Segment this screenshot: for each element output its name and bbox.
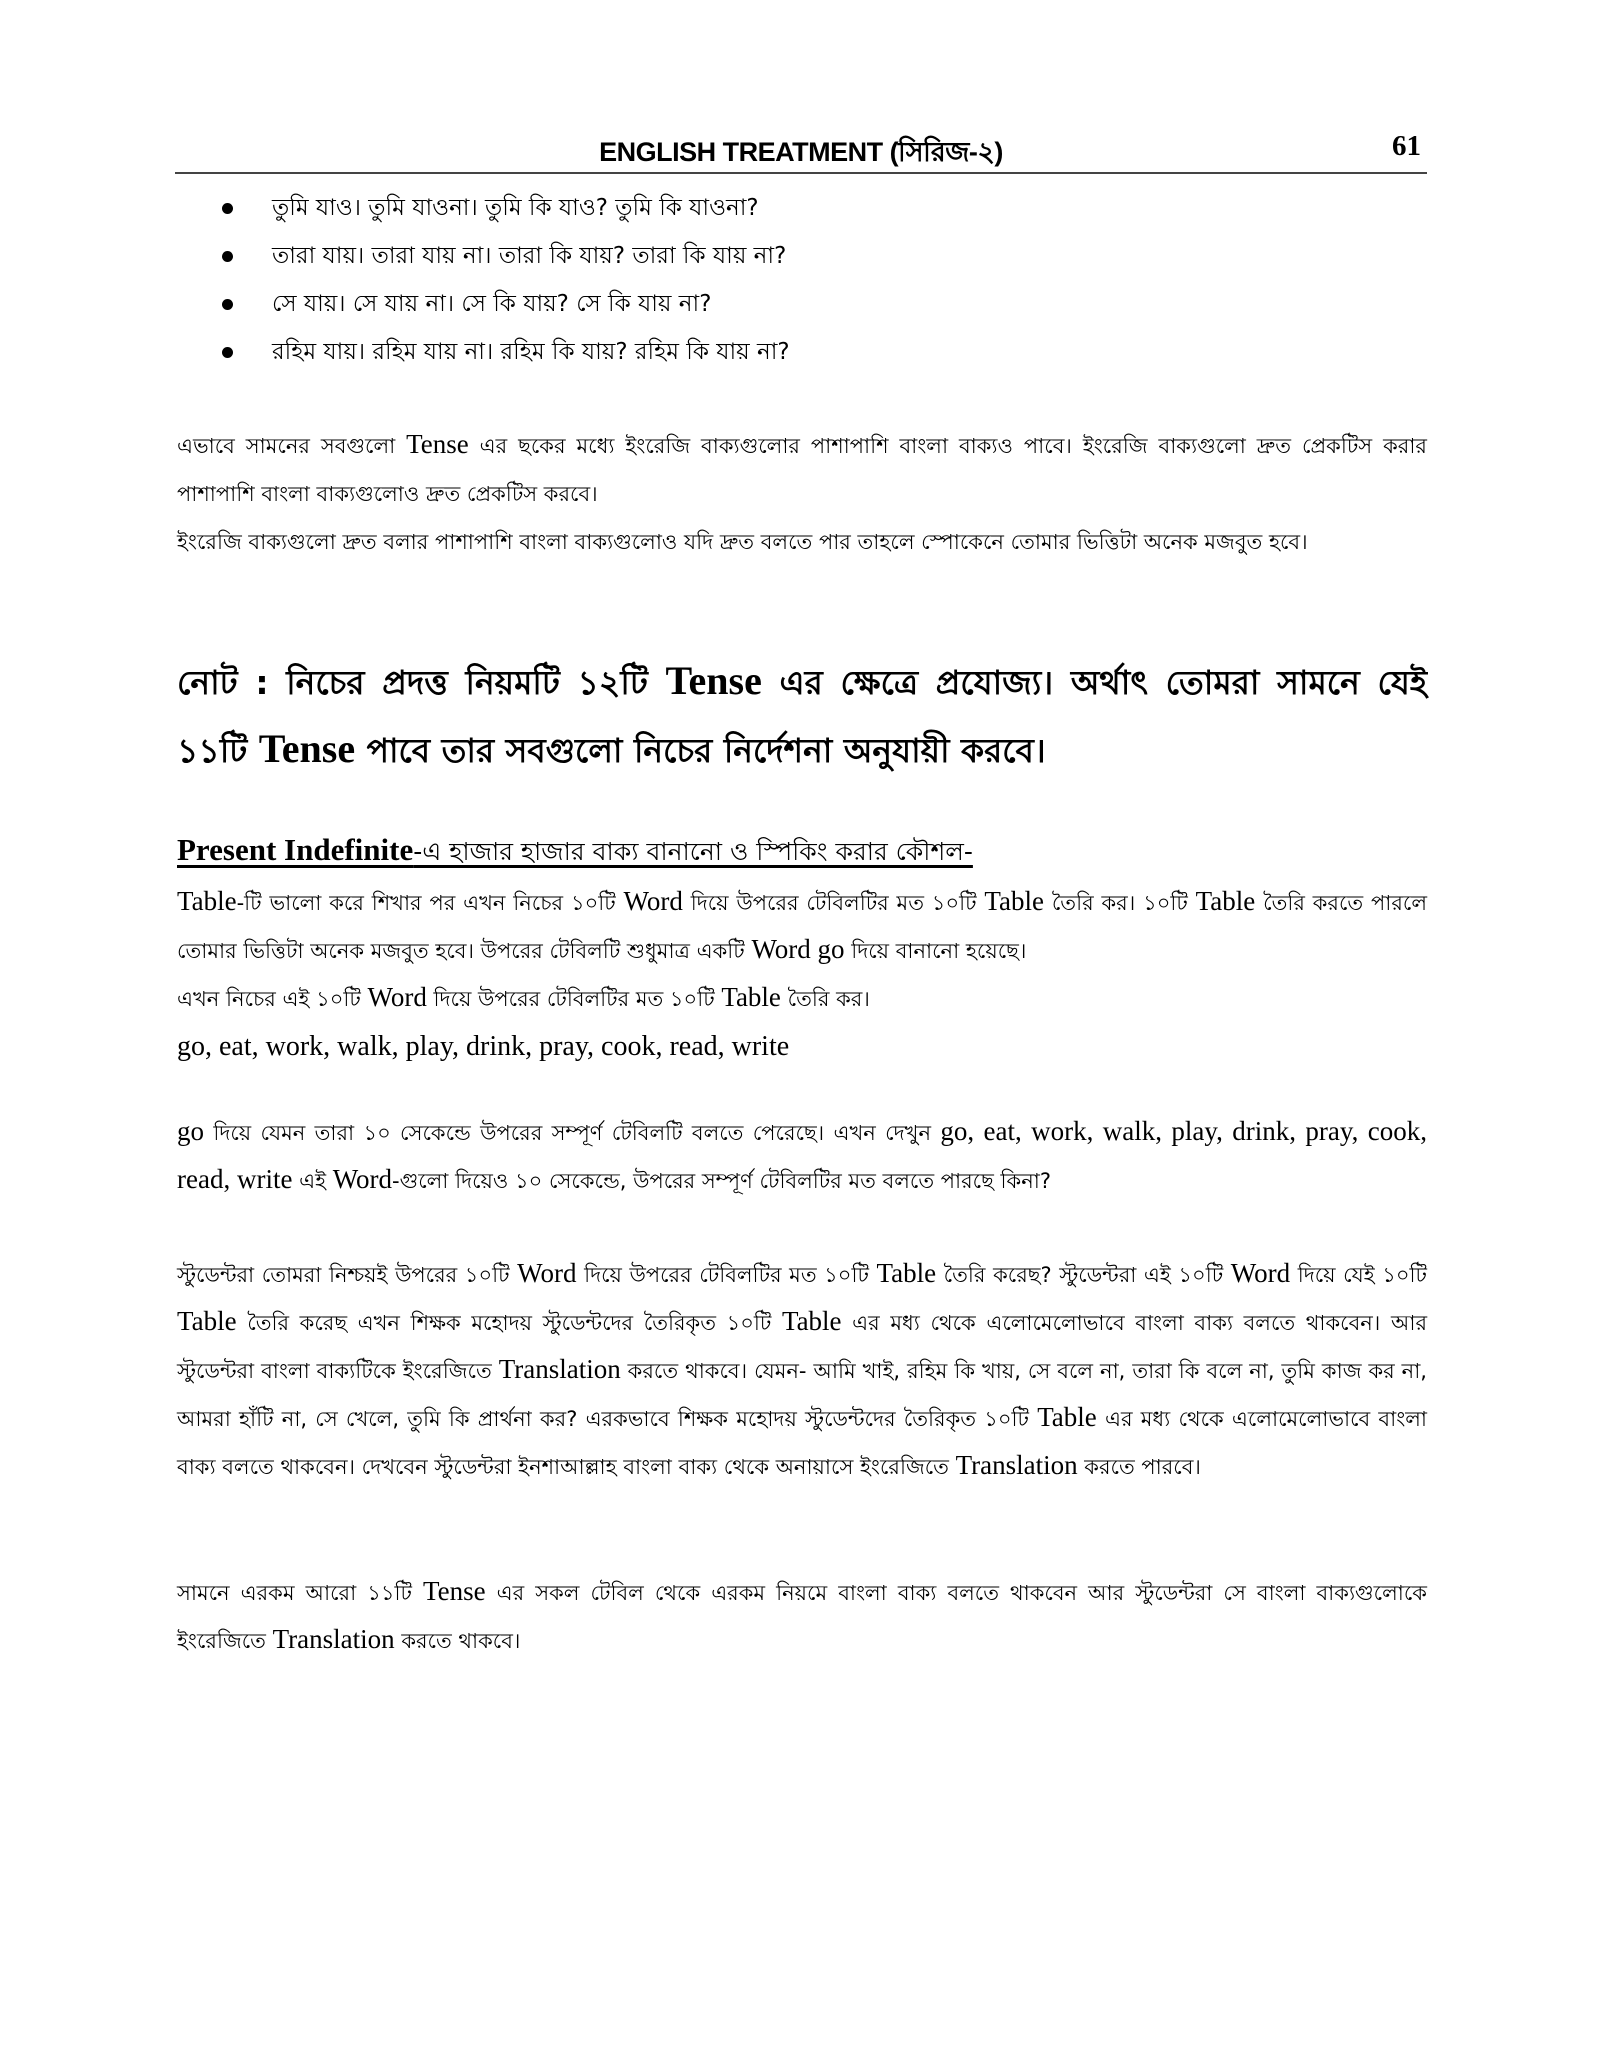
page-header (175, 128, 1427, 174)
text-run-en: Word (367, 982, 427, 1012)
text-run: এর মধ্য থেকে এলোমেলোভাবে বাংলা বাক্য বলতে থাকবেন। আর স্টুডেন্টরা বাংলা বাক্যটিকে ইংরেজিতে (177, 1311, 1427, 1383)
bullet-text: তুমি যাও। তুমি যাওনা। তুমি কি যাও? তুমি কি যাওনা? (272, 195, 759, 221)
text-run: এই (292, 1169, 333, 1193)
text-run: তৈরি কর। ১০টি (1043, 891, 1196, 915)
text-run: দিয়ে বানানো হয়েছে। (844, 939, 1027, 963)
text-run: দিয়ে যেমন তারা ১০ সেকেন্ডে উপরের সম্পূর্ণ টেবিলটি বলতে পেরেছে। এখন দেখুন (204, 1121, 941, 1145)
text-run-en: go (177, 1116, 204, 1146)
text-run: দিয়ে উপরের টেবিলটির মত ১০টি (576, 1263, 877, 1287)
text-run: করতে থাকবে। (394, 1629, 521, 1653)
intro-sentence-2: ইংরেজি বাক্যগুলো দ্রুত বলার পাশাপাশি বাংলা বাক্যগুলোও যদি দ্রুত বলতে পার তাহলে স্পোকেনে তোমার ভিত্তিটা অনেক মজবুত হবে। (177, 530, 1308, 554)
bullet-text: সে যায়। সে যায় না। সে কি যায়? সে কি যায় না? (272, 291, 712, 317)
intro-paragraph (177, 420, 1427, 566)
section-heading-en: Present Indefinite (177, 832, 414, 867)
text-run-en: Tense (423, 1576, 486, 1606)
section-heading-bn: -এ হাজার হাজার বাক্য বানানো ও স্পিকিং করার কৌশল- (413, 837, 973, 866)
text-run-en: Table (177, 1306, 237, 1336)
text-run-en: Table (1037, 1402, 1097, 1432)
text-run-en: Translation (955, 1450, 1078, 1480)
text-run: তৈরি করতে পারলে তোমার ভিত্তিটা অনেক মজবুত হবে। উপরের টেবিলটি শুধুমাত্র একটি (177, 891, 1427, 963)
example-paragraph (177, 1108, 1427, 1204)
text-run: এর মধ্য থেকে এলোমেলোভাবে বাংলা বাক্য বলতে থাকবেন। দেখবেন স্টুডেন্টরা ইনশাআল্লাহ বাংলা বাক্য থেকে অনায়াসে ইংরেজিতে (177, 1407, 1427, 1479)
text-run-en: Word (517, 1258, 577, 1288)
text-run: এর ক্ষেত্রে প্রযোজ্য। অর্থাৎ তোমরা সামনে যেই ১১টি (177, 663, 1428, 770)
text-run-en: Word (332, 1164, 393, 1194)
closing-paragraph (177, 1568, 1427, 1664)
text-run: এখন নিচের এই ১০টি (177, 987, 368, 1011)
bullet-item (222, 238, 1122, 286)
text-run-en: Table (1195, 886, 1256, 916)
text-run-en: Table (721, 982, 781, 1012)
text-run: এভাবে সামনের সবগুলো (177, 434, 407, 458)
text-run-en: Word go (751, 934, 845, 964)
note-heading (177, 648, 1427, 784)
text-run: তৈরি কর। (780, 987, 870, 1011)
text-run: করতে পারবে। (1077, 1455, 1201, 1479)
text-run-en: Tense (258, 726, 356, 771)
page-number: 61 (1392, 130, 1421, 162)
instruction-text-2 (177, 974, 1427, 1022)
bullet-text: রহিম যায়। রহিম যায় না। রহিম কি যায়? রহিম কি যায় না? (272, 339, 790, 365)
intro-sentence-1 (177, 420, 1427, 518)
bullet-text: তারা যায়। তারা যায় না। তারা কি যায়? তারা কি যায় না? (272, 243, 787, 269)
text-run-en: Table (177, 886, 237, 916)
teacher-paragraph (177, 1250, 1427, 1490)
text-run: এর সকল টেবিল থেকে এরকম নিয়মে বাংলা বাক্য বলতে থাকবেন আর স্টুডেন্টরা সে বাংলা বাক্যগুলোকে ইংরেজিতে (177, 1581, 1427, 1653)
bullet-item (222, 286, 1122, 334)
bullet-item (222, 190, 1122, 238)
bullet-icon (222, 299, 233, 310)
text-run-en: Tense (665, 658, 762, 703)
text-run: সামনে এরকম আরো ১১টি (177, 1581, 423, 1605)
bullet-icon (222, 347, 233, 358)
bullet-icon (222, 203, 233, 214)
text-run-en: Tense (406, 429, 469, 459)
text-run-en: go, eat, work, walk, play, drink, pray, cook, read, write (177, 1116, 1427, 1194)
text-run: দিয়ে যেই ১০টি (1290, 1263, 1427, 1287)
text-run-en: Word (623, 886, 683, 916)
text-run-en: Translation (498, 1354, 621, 1384)
text-run: তৈরি করেছ? স্টুডেন্টরা এই ১০টি (936, 1263, 1231, 1287)
text-run: তৈরি করেছ এখন শিক্ষক মহোদয় স্টুডেন্টদের তৈরিকৃত ১০টি (236, 1311, 782, 1335)
text-run-en: Table (984, 886, 1044, 916)
word-list: go, eat, work, walk, play, drink, pray, cook, read, write (177, 1031, 790, 1062)
bullet-item (222, 334, 1122, 382)
text-run: -গুলো দিয়েও ১০ সেকেন্ডে, উপরের সম্পূর্ণ টেবিলটির মত বলতে পারছে কিনা? (392, 1169, 1051, 1193)
text-run-en: Translation (272, 1624, 395, 1654)
text-run-en: Word (1230, 1258, 1291, 1288)
instruction-text (177, 878, 1427, 974)
text-run-en: Table (781, 1306, 842, 1336)
text-run: পাবে তার সবগুলো নিচের নির্দেশনা অনুযায়ী করবে। (355, 731, 1046, 770)
text-run: -টি ভালো করে শিখার পর এখন নিচের ১০টি (236, 891, 624, 915)
instruction-paragraph (177, 878, 1427, 1022)
example-bullet-list (222, 190, 1122, 382)
running-title: ENGLISH TREATMENT (সিরিজ-২) (599, 137, 1003, 167)
text-run-en: Table (876, 1258, 937, 1288)
text-run: দিয়ে উপরের টেবিলটির মত ১০টি (682, 891, 985, 915)
text-run: এর ছকের মধ্যে ইংরেজি বাক্যগুলোর পাশাপাশি বাংলা বাক্যও পাবে। ইংরেজি বাক্যগুলো দ্রুত প্রেকটিস করার পাশাপাশি বাংলা বাক্যগুলোও দ্রুত প্রেকটিস করবে। (177, 434, 1427, 506)
text-run: করতে থাকবে। যেমন- আমি খাই, রহিম কি খায়, সে বলে না, তারা কি বলে না, তুমি কাজ কর না, আমরা হাঁটি না, সে খেলে, তুমি কি প্রার্থনা কর? এরকভাবে শিক্ষক মহোদয় স্টুডেন্টদের তৈরিকৃত ১০টি (177, 1359, 1427, 1431)
text-run: দিয়ে উপরের টেবিলটির মত ১০টি (426, 987, 722, 1011)
section-heading (177, 832, 973, 875)
text-run: স্টুডেন্টরা তোমরা নিশ্চয়ই উপরের ১০টি (177, 1263, 518, 1287)
text-run: নোট : নিচের প্রদত্ত নিয়মটি ১২টি (177, 663, 666, 702)
bullet-icon (222, 251, 233, 262)
